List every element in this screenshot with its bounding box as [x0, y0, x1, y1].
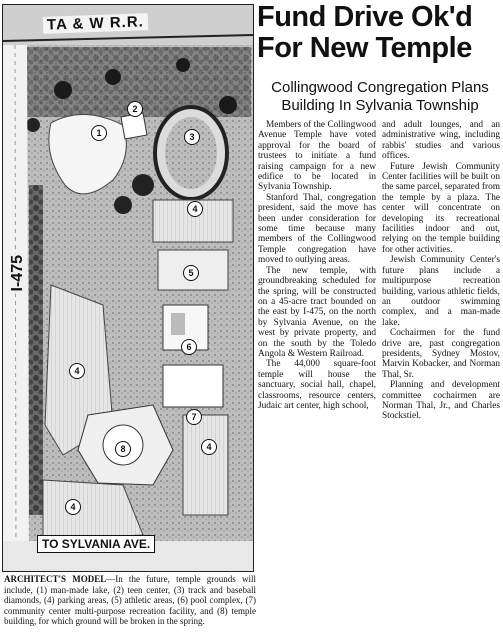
highway-label: I-475 — [9, 255, 26, 292]
marker-5: 5 — [183, 265, 199, 281]
sylvania-ave-label: TO SYLVANIA AVE. — [37, 535, 155, 553]
marker-6: 6 — [181, 339, 197, 355]
marker-2: 2 — [127, 101, 143, 117]
caption-text: —In the future, temple grounds will include, (1) man-made lake, (2) teen center, (3) track and baseball diamonds, (4) parking areas, (5) athletic areas, (6) pool complex, (7) community center multi-purpose recreation facility, and (8) temple building, for which ground will be broken in the spring. — [4, 574, 256, 627]
paragraph: Jewish Community Center's future plans include a multipurpose recreation building, various athletic fields, an outdoor swimming complex, and a man-made lake. — [382, 255, 500, 328]
railroad-label: TA & W R.R. — [43, 13, 148, 34]
paragraph: The 44,000 square-foot temple will house the sanctuary, social hall, chapel, classrooms, resource centers, Judaic art center, high school, — [258, 359, 376, 411]
marker-4-bottom: 4 — [65, 499, 81, 515]
paragraph: Stanford Thal, congregation president, said the move has been under consideration for some time because many members of the Collingwood Temple congregation have moved to outlying areas. — [258, 192, 376, 266]
marker-7: 7 — [186, 409, 202, 425]
marker-4-right: 4 — [201, 439, 217, 455]
marker-4-center: 4 — [187, 201, 203, 217]
paragraph: Cochairmen for the fund drive are, past congregation presidents, Sydney Mostov, Marvin Kobacker, and Norman Thal, Sr. — [382, 328, 500, 380]
marker-8: 8 — [115, 441, 131, 457]
marker-3: 3 — [184, 129, 200, 145]
marker-4-left: 4 — [69, 363, 85, 379]
article-column-left — [258, 120, 376, 411]
paragraph: Future Jewish Community Center facilities will be built on the same parcel, separated from the temple by a plaza. The center will concentrate on developing its recreational facilities indoor and out, relying on the temple building for other activities. — [382, 161, 500, 255]
architect-model-photo — [2, 4, 254, 572]
subhead: Collingwood Congregation Plans Building In Sylvania Township — [271, 79, 489, 114]
paragraph: Planning and development committee cochairmen are Norman Thal, Jr., and Charles Stockstiel. — [382, 380, 500, 422]
caption-lead: ARCHITECT'S MODEL — [4, 574, 107, 584]
paragraph: and adult lounges, and an administrative wing, including rabbis' studies and various offices. — [382, 120, 500, 162]
article-column-right — [382, 120, 500, 422]
paragraph: Members of the Collingwood Avenue Temple have voted approval for the board of trustees to initiate a fund raising campaign for a new edifice to be located in Sylvania Township. — [258, 120, 376, 193]
model-illustration — [3, 5, 253, 571]
headline: Fund Drive Ok'd For New Temple — [257, 1, 473, 64]
photo-caption — [4, 574, 256, 627]
paragraph: The new temple, with groundbreaking scheduled for the spring, will be constructed on a 45-acre tract bounded on the east by I-475, on the north by Sylvania Avenue, on the west by private property, and on the south by the Toledo Angola & Western Railroad. — [258, 265, 376, 359]
marker-1: 1 — [91, 125, 107, 141]
